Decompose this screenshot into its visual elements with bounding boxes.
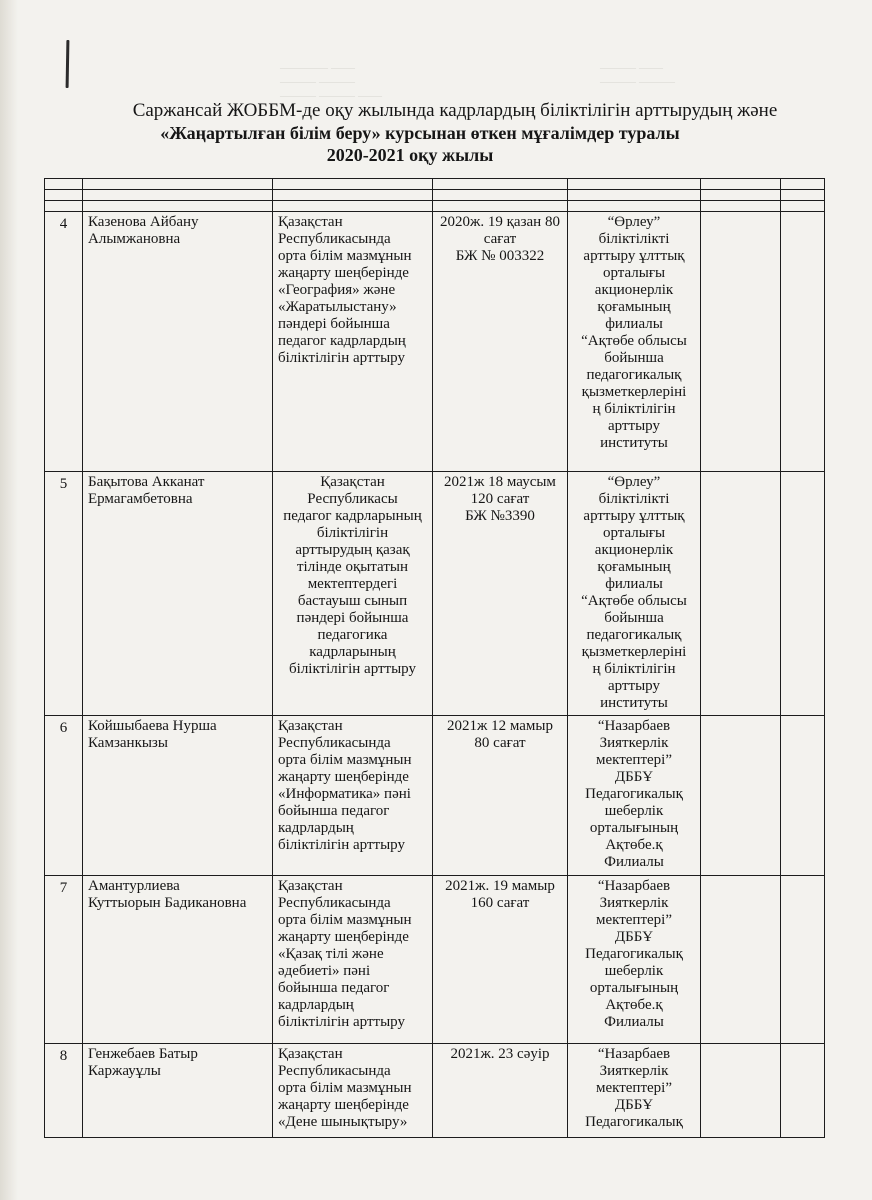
empty-cell [701, 472, 781, 716]
row-number: 6 [45, 716, 83, 876]
organization: “Назарбаев Зияткерлік мектептері” ДББҰ Педагогикалық [568, 1044, 701, 1138]
binder-mark [66, 40, 70, 88]
row-number: 5 [45, 472, 83, 716]
organization: “Назарбаев Зияткерлік мектептері” ДББҰ Педагогикалық шеберлік орталығының Ақтөбе.қ Филиалы [568, 716, 701, 876]
organization: “Назарбаев Зияткерлік мектептері” ДББҰ Педагогикалық шеберлік орталығының Ақтөбе.қ Филиалы [568, 876, 701, 1044]
header-line-1: Саржансай ЖОББМ-де оқу жылында кадрлардың біліктілігін арттырудың және [132, 100, 778, 121]
empty-cell [781, 716, 825, 876]
organization: “Өрлеу” біліктілікті арттыру ұлттық орталығы акционерлік қоғамының филиалы “Ақтөбе облысы бойынша педагогикалық қызметкерлеріні ң біліктілігін арттыру институты [568, 212, 701, 472]
empty-cell [781, 1044, 825, 1138]
empty-row [45, 190, 825, 201]
table-row [45, 876, 825, 1044]
row-number: 7 [45, 876, 83, 1044]
teachers-table [44, 178, 825, 1138]
empty-cell [701, 876, 781, 1044]
course-description: Қазақстан Республикасында орта білім мазмұнын жаңарту шеңберінде «Дене шынықтыру» [273, 1044, 433, 1138]
teacher-name: Бақытова Акканат Ермагамбетовна [83, 472, 273, 716]
empty-row [45, 179, 825, 190]
empty-cell [781, 472, 825, 716]
table-row [45, 1044, 825, 1138]
empty-row [45, 201, 825, 212]
course-description: Қазақстан Республикасында орта білім мазмұнын жаңарту шеңберінде «Информатика» пәні бойынша педагог кадрлардың біліктілігін арттыру [273, 716, 433, 876]
course-date: 2021ж 12 мамыр 80 сағат [433, 716, 568, 876]
course-description: Қазақстан Республикасы педагог кадрларының біліктілігін арттырудың қазақ тілінде оқытатын мектептердегі бастауыш сынып пәндері бойынша педагогика кадрларының біліктілігін арттыру [273, 472, 433, 716]
course-date: 2021ж. 19 мамыр 160 сағат [433, 876, 568, 1044]
header-line-2: «Жаңартылған білім беру» курсынан өткен мұғалімдер туралы [160, 123, 680, 143]
course-date: 2021ж. 23 сәуір [433, 1044, 568, 1138]
bleed-through-text: ———— —— ——— ——— ——— ——— —— [280, 60, 382, 102]
course-date: 2021ж 18 маусым 120 сағат БЖ №3390 [433, 472, 568, 716]
empty-cell [781, 212, 825, 472]
table-row [45, 472, 825, 716]
course-date: 2020ж. 19 қазан 80 сағат БЖ № 003322 [433, 212, 568, 472]
empty-cell [701, 1044, 781, 1138]
teacher-name: Казенова Айбану Алымжановна [83, 212, 273, 472]
document-header [60, 100, 820, 166]
header-line-3: 2020-2021 оқу жылы [326, 145, 494, 165]
empty-cell [701, 212, 781, 472]
course-description: Қазақстан Республикасында орта білім мазмұнын жаңарту шеңберінде «География» және «Жаратылыстану» пәндері бойынша педагог кадрлардың біліктілігін арттыру [273, 212, 433, 472]
row-number: 8 [45, 1044, 83, 1138]
empty-cell [701, 716, 781, 876]
organization: “Өрлеу” біліктілікті арттыру ұлттық орталығы акционерлік қоғамының филиалы “Ақтөбе облысы бойынша педагогикалық қызметкерлеріні ң біліктілігін арттыру институты [568, 472, 701, 716]
teacher-name: Амантурлиева Куттыорын Бадикановна [83, 876, 273, 1044]
empty-cell [781, 876, 825, 1044]
teacher-name: Койшыбаева Нурша Камзанкызы [83, 716, 273, 876]
teacher-name: Генжебаев Батыр Каржауұлы [83, 1044, 273, 1138]
bleed-through-text: ——— —— ——— ——— [600, 60, 675, 88]
row-number: 4 [45, 212, 83, 472]
course-description: Қазақстан Республикасында орта білім мазмұнын жаңарту шеңберінде «Қазақ тілі және әдебиеті» пәні бойынша педагог кадрлардың біліктілігін арттыру [273, 876, 433, 1044]
table-row [45, 716, 825, 876]
scan-edge [0, 0, 18, 1200]
table-row [45, 212, 825, 472]
